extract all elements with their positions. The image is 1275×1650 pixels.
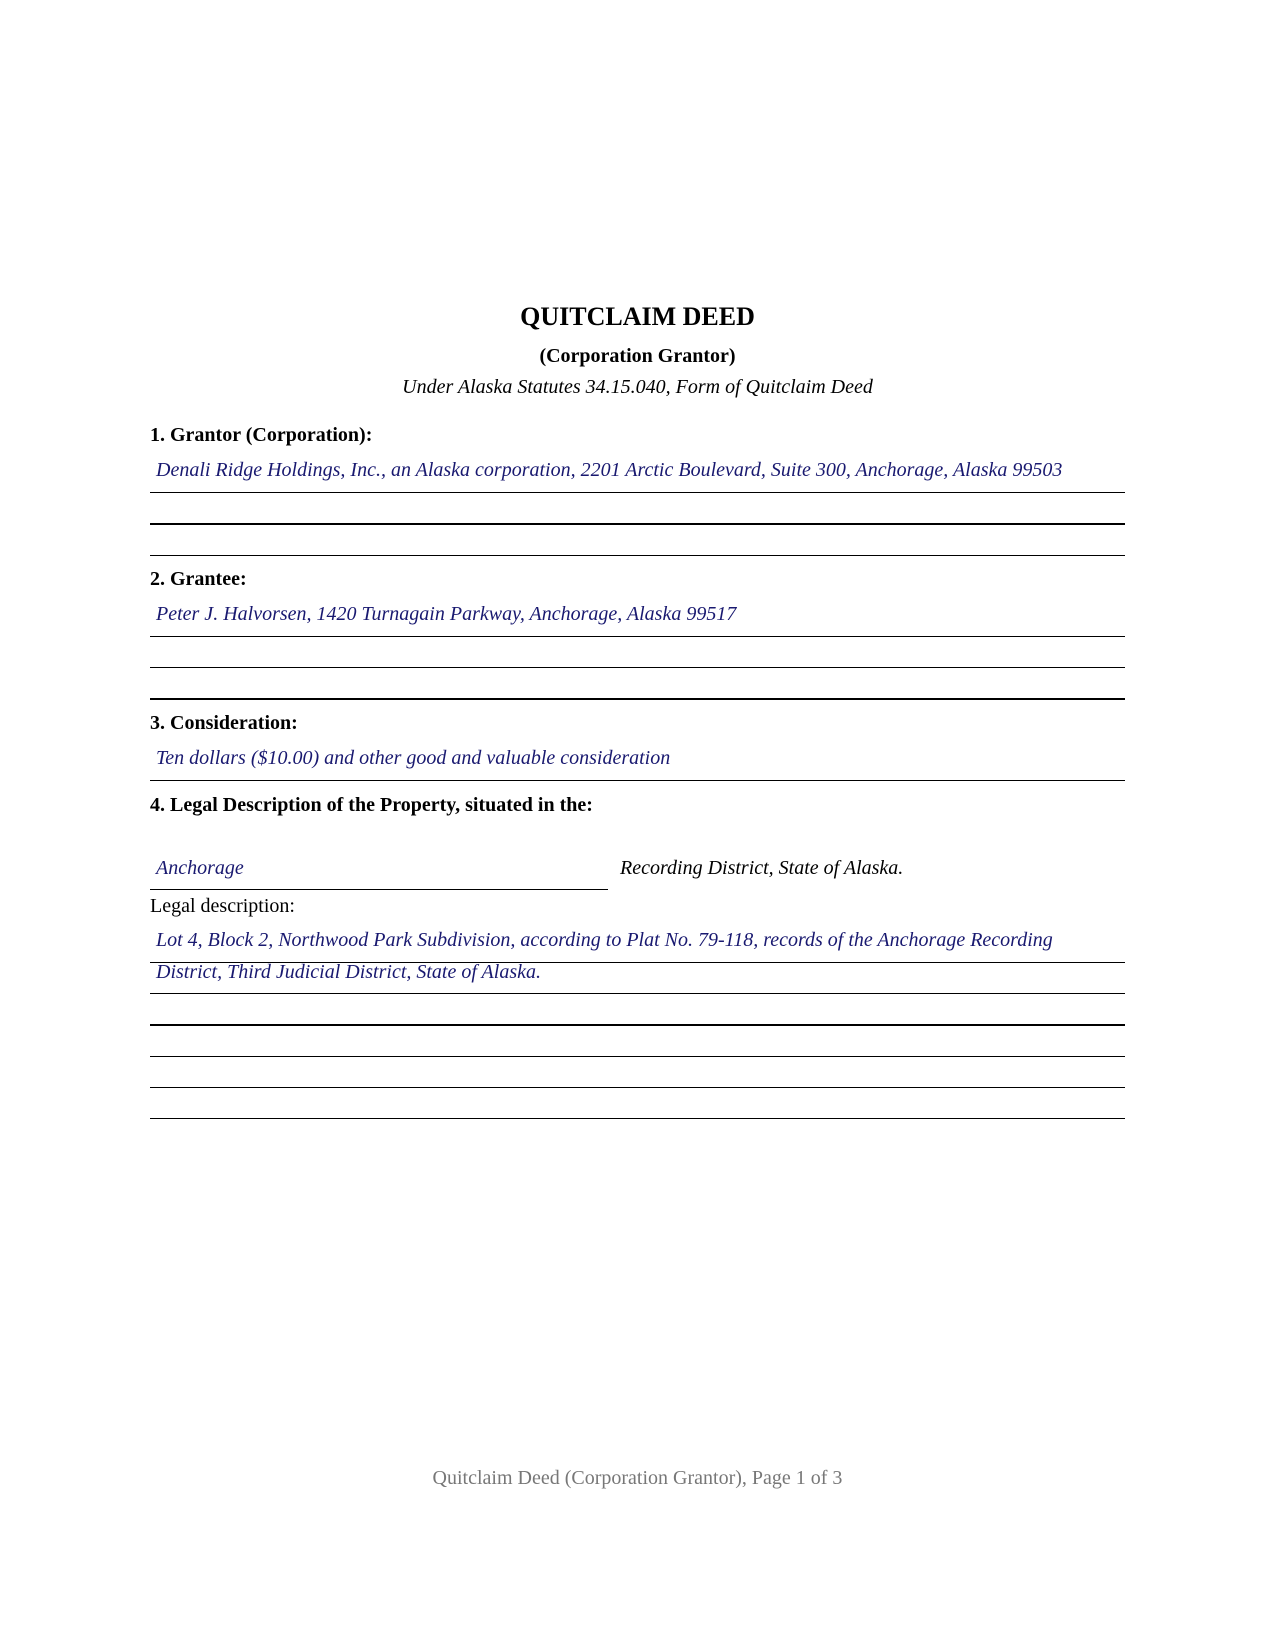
recording-district-suffix: Recording District, State of Alaska. <box>620 857 904 879</box>
legal-description-heading: 4. Legal Description of the Property, situated in the: <box>150 794 593 816</box>
grantee-field[interactable]: Peter J. Halvorsen, 1420 Turnagain Parkway, Anchorage, Alaska 99517 <box>156 603 737 625</box>
consideration-field[interactable]: Ten dollars ($10.00) and other good and valuable consideration <box>156 747 671 769</box>
legal-description-line-2-text[interactable]: District, Third Judicial District, State of Alaska. <box>156 961 541 983</box>
legal-description-line-2 <box>150 993 1125 994</box>
document-subtitle: (Corporation Grantor) <box>539 345 736 367</box>
grantor-heading: 1. Grantor (Corporation): <box>150 424 373 446</box>
legal-description-line-4 <box>150 1056 1125 1057</box>
recording-district-field[interactable]: Anchorage <box>156 857 244 879</box>
grantee-heading: 2. Grantee: <box>150 568 247 590</box>
legal-description-label: Legal description: <box>150 895 295 917</box>
page-footer: Quitclaim Deed (Corporation Grantor), Page 1 of 3 <box>432 1467 843 1489</box>
grantor-line-2 <box>150 523 1125 525</box>
legal-description-line-3 <box>150 1024 1125 1026</box>
legal-description-line-6 <box>150 1118 1125 1119</box>
consideration-heading: 3. Consideration: <box>150 712 298 734</box>
grantee-line-1 <box>150 636 1125 637</box>
legal-description-line-5 <box>150 1087 1125 1088</box>
legal-description-line-1-text[interactable]: Lot 4, Block 2, Northwood Park Subdivision, according to Plat No. 79-118, records of the Anchorage Recording <box>156 929 1053 951</box>
statute-reference: Under Alaska Statutes 34.15.040, Form of Quitclaim Deed <box>402 376 873 398</box>
grantee-line-2 <box>150 667 1125 668</box>
document-title: QUITCLAIM DEED <box>520 302 755 331</box>
consideration-line <box>150 780 1125 781</box>
grantor-line-3 <box>150 555 1125 556</box>
recording-district-line <box>150 889 608 890</box>
grantor-line-1 <box>150 492 1125 493</box>
grantor-field[interactable]: Denali Ridge Holdings, Inc., an Alaska corporation, 2201 Arctic Boulevard, Suite 300, Anchorage, Alaska 99503 <box>156 459 1063 481</box>
grantee-line-3 <box>150 698 1125 700</box>
